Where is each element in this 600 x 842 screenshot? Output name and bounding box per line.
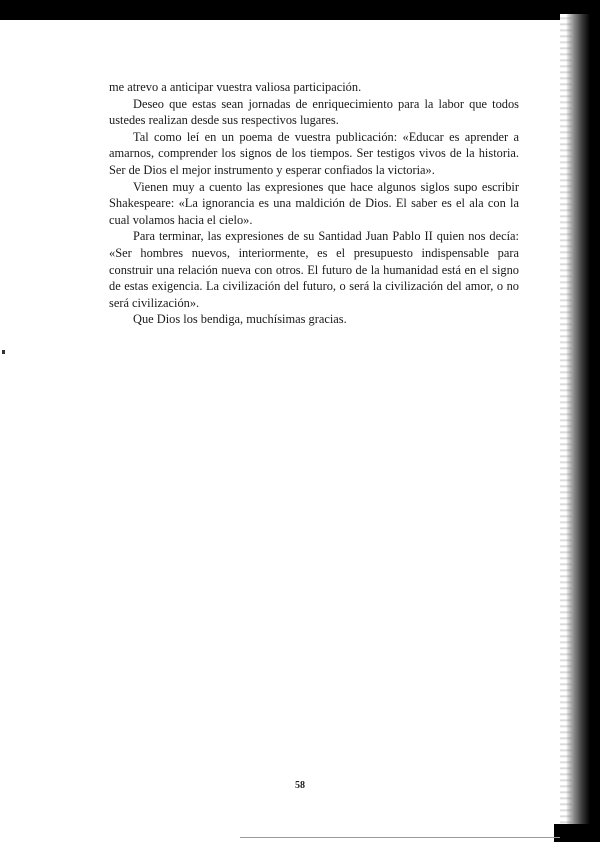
page-number: 58 bbox=[295, 780, 305, 791]
paragraph: Deseo que estas sean jornadas de enriquecimiento para la labor que todos ustedes realizan desde sus respectivos lugares. bbox=[109, 96, 519, 128]
scan-top-border bbox=[0, 0, 600, 20]
scan-speck bbox=[2, 350, 5, 354]
paragraph: me atrevo a anticipar vuestra valiosa participación. bbox=[109, 80, 362, 94]
scan-bottom-corner bbox=[554, 824, 600, 842]
paragraph: Vienen muy a cuento las expresiones que hace algunos siglos supo escribir Shakespeare: «La ignorancia es una maldición de Dios. El saber es el ala con la cual volamos hacia el cielo». bbox=[109, 179, 519, 227]
scan-edge-noise bbox=[560, 14, 572, 842]
body-text bbox=[109, 79, 519, 328]
paragraph: Tal como leí en un poema de vuestra publicación: «Educar es aprender a amarnos, comprender los signos de los tiempos. Ser testigos vivos de la historia. Ser de Dios el mejor instrumento y esperar confiados la victoria». bbox=[109, 129, 519, 177]
paragraph: Que Dios los bendiga, muchísimas gracias. bbox=[133, 312, 347, 327]
paragraph: Para terminar, las expresiones de su Santidad Juan Pablo II quien nos decía: «Ser hombres nuevos, interiormente, es el presupuesto indispensable para construir una relación nueva con otros. El futuro de la humanidad está en el signo de estas exigencia. La civilización del futuro, o será la civilización del amor, o no será civilización». bbox=[109, 229, 519, 310]
scan-bottom-edge bbox=[240, 837, 560, 838]
